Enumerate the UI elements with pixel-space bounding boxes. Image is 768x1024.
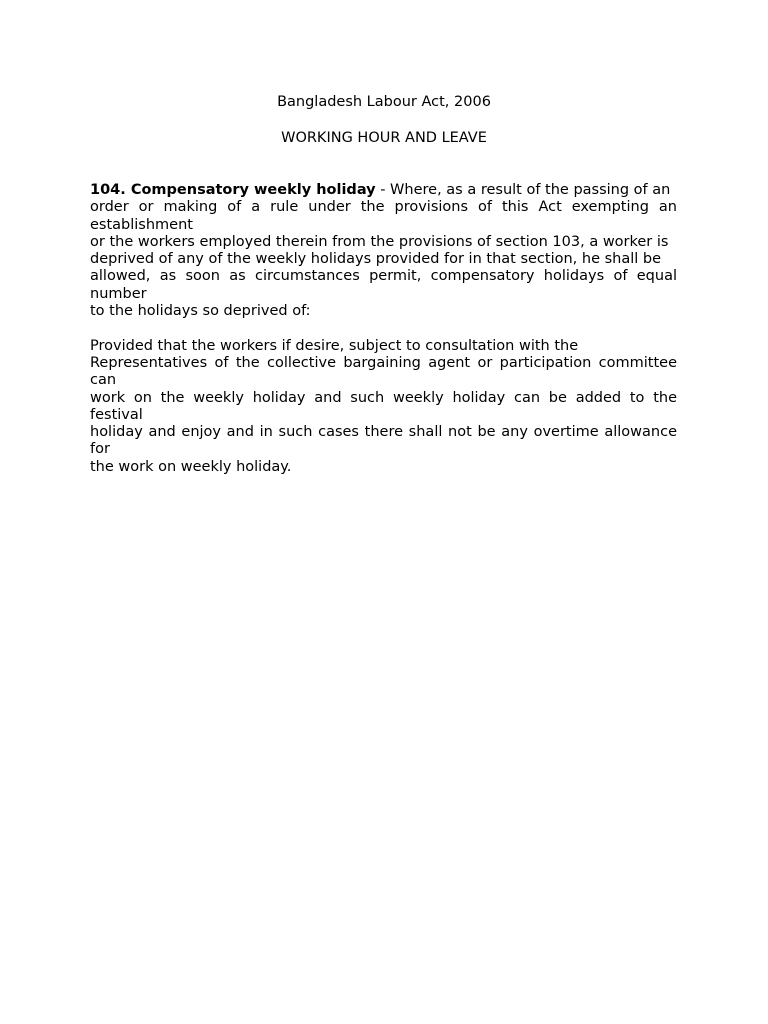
section-104 — [90, 182, 677, 476]
paragraph-line: the work on weekly holiday. — [90, 458, 292, 475]
paragraph-line: for — [90, 441, 110, 458]
paragraph-line: to the holidays so deprived of: — [90, 303, 311, 320]
paragraph-line: order or making of a rule under the provisions of this Act exempting an — [90, 199, 677, 216]
paragraph-line — [90, 182, 677, 199]
paragraph-line: number — [90, 285, 147, 302]
paragraph-line: Provided that the workers if desire, subject to consultation with the — [90, 337, 579, 354]
section-lead-text: - Where, as a result of the passing of an — [375, 182, 671, 198]
paragraph-line: allowed, as soon as circumstances permit, compensatory holidays of equal — [90, 268, 677, 285]
paragraph-line: festival — [90, 406, 143, 423]
paragraph-line: work on the weekly holiday and such weekly holiday can be added to the — [90, 389, 677, 406]
paragraph-line: establishment — [90, 216, 193, 233]
section-heading: 104. Compensatory weekly holiday — [90, 182, 376, 198]
paragraph-spacer — [90, 320, 677, 337]
paragraph-line: can — [90, 372, 117, 389]
paragraph-2 — [90, 338, 677, 476]
document-title: Bangladesh Labour Act, 2006 — [277, 94, 491, 110]
paragraph-line: holiday and enjoy and in such cases there shall not be any overtime allowance — [90, 424, 677, 441]
paragraph-1 — [90, 182, 677, 320]
document-subtitle: WORKING HOUR AND LEAVE — [281, 130, 487, 146]
paragraph-line: Representatives of the collective bargaining agent or participation committee — [90, 354, 677, 371]
paragraph-line: deprived of any of the weekly holidays provided for in that section, he shall be — [90, 251, 662, 268]
paragraph-line: or the workers employed therein from the provisions of section 103, a worker is — [90, 233, 669, 250]
